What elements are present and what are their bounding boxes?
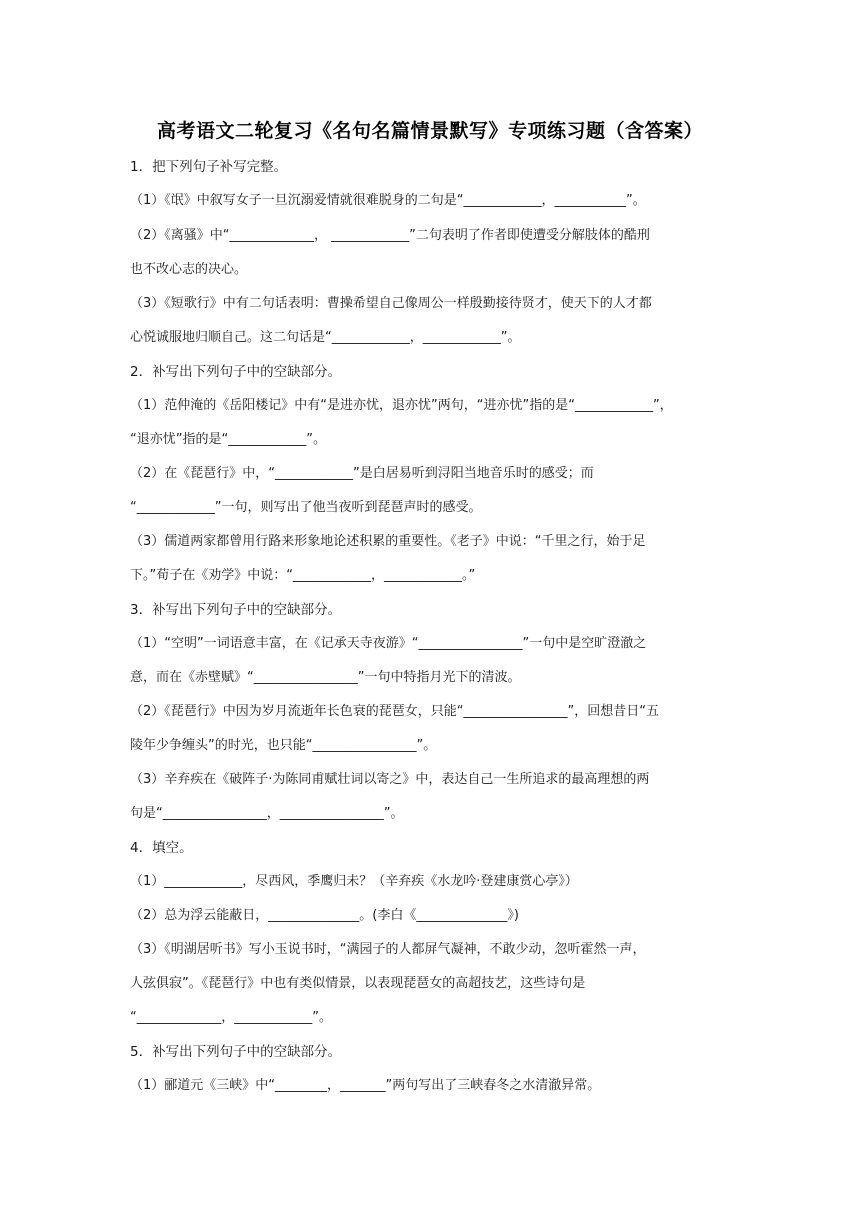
question-2-heading: 2．补写出下列句子中的空缺部分。 (130, 364, 342, 380)
question-2-item-3: （3）儒道两家都曾用行路来形象地论述积累的重要性。《老子》中说：“千里之行，始于足 (130, 534, 646, 549)
question-4-item-3-cont: 人弦俱寂”。《琵琶行》中也有类似情景，以表现琵琶女的高超技艺，这些诗句是 (130, 976, 586, 991)
question-4-item-2: （2）总为浮云能蔽日，______________。(李白《______________》) (130, 908, 519, 923)
question-1-item-3-cont: 心悦诚服地归顺自己。这二句话是“____________，____________”。 (130, 330, 521, 345)
question-2-item-3-cont: 下。”荀子在《劝学》中说：“____________，____________。” (130, 568, 476, 583)
question-2-item-1-cont: “退亦忧”指的是“____________”。 (130, 432, 326, 447)
question-3-heading: 3．补写出下列句子中的空缺部分。 (130, 602, 342, 618)
question-3-item-2-cont: 陵年少争缠头”的时光，也只能“________________”。 (130, 738, 437, 753)
question-3-item-3: （3）辛弃疾在《破阵子·为陈同甫赋壮词以寄之》中，表达自己一生所追求的最高理想的两 (130, 772, 650, 787)
question-3-item-2: （2）《琵琶行》中因为岁月流逝年长色衰的琵琶女，只能“________________”，回想昔日“五 (130, 704, 659, 719)
question-4-item-1: （1）____________，尽西风，季鹰归未？（辛弃疾《水龙吟·登建康赏心亭》） (130, 874, 578, 889)
question-1-item-1: （1）《氓》中叙写女子一旦沉溺爱情就很难脱身的二句是“____________，___________”。 (130, 193, 646, 208)
question-4-item-3: （3）《明湖居听书》写小玉说书时，“满园子的人都屏气凝神，不敢少动，忽听霍然一声， (130, 942, 646, 957)
question-3-item-3-cont: 句是“________________，________________”。 (130, 806, 404, 821)
question-3-item-1: （1）“空明”一词语意丰富，在《记承天寺夜游》“________________”一句中是空旷澄澈之 (130, 636, 647, 651)
question-2-item-2: （2）在《琵琶行》中，“____________”是白居易听到浔阳当地音乐时的感受；而 (130, 466, 594, 481)
question-1-heading: 1．把下列句子补写完整。 (130, 159, 288, 175)
question-1-item-3: （3）《短歌行》中有二句话表明：曹操希望自己像周公一样殷勤接待贤才，使天下的人才都 (130, 296, 652, 311)
question-1-item-2: （2）《离骚》中“_____________， ____________”二句表明了作者即使遭受分解肢体的酷刑 (130, 228, 650, 243)
question-3-item-1-cont: 意，而在《赤壁赋》“________________”一句中特指月光下的清波。 (130, 670, 521, 685)
question-5-heading: 5．补写出下列句子中的空缺部分。 (130, 1044, 342, 1060)
question-1-item-2-cont: 也不改心志的决心。 (130, 262, 248, 277)
question-2-item-2-cont: “____________”一句，则写出了他当夜听到琵琶声时的感受。 (130, 500, 482, 515)
question-4-item-3-cont-2: “_____________，____________”。 (130, 1010, 332, 1025)
document-title: 高考语文二轮复习《名句名篇情景默写》专项练习题（含答案） (156, 120, 703, 142)
question-2-item-1: （1）范仲淹的《岳阳楼记》中有“是进亦忧，退亦忧”两句，“进亦忧”指的是“____________”， (130, 398, 673, 413)
question-4-heading: 4．填空。 (130, 840, 193, 856)
question-5-item-1: （1）郦道元《三峡》中“________，_______”两句写出了三峡春冬之水清澈异常。 (130, 1078, 601, 1093)
